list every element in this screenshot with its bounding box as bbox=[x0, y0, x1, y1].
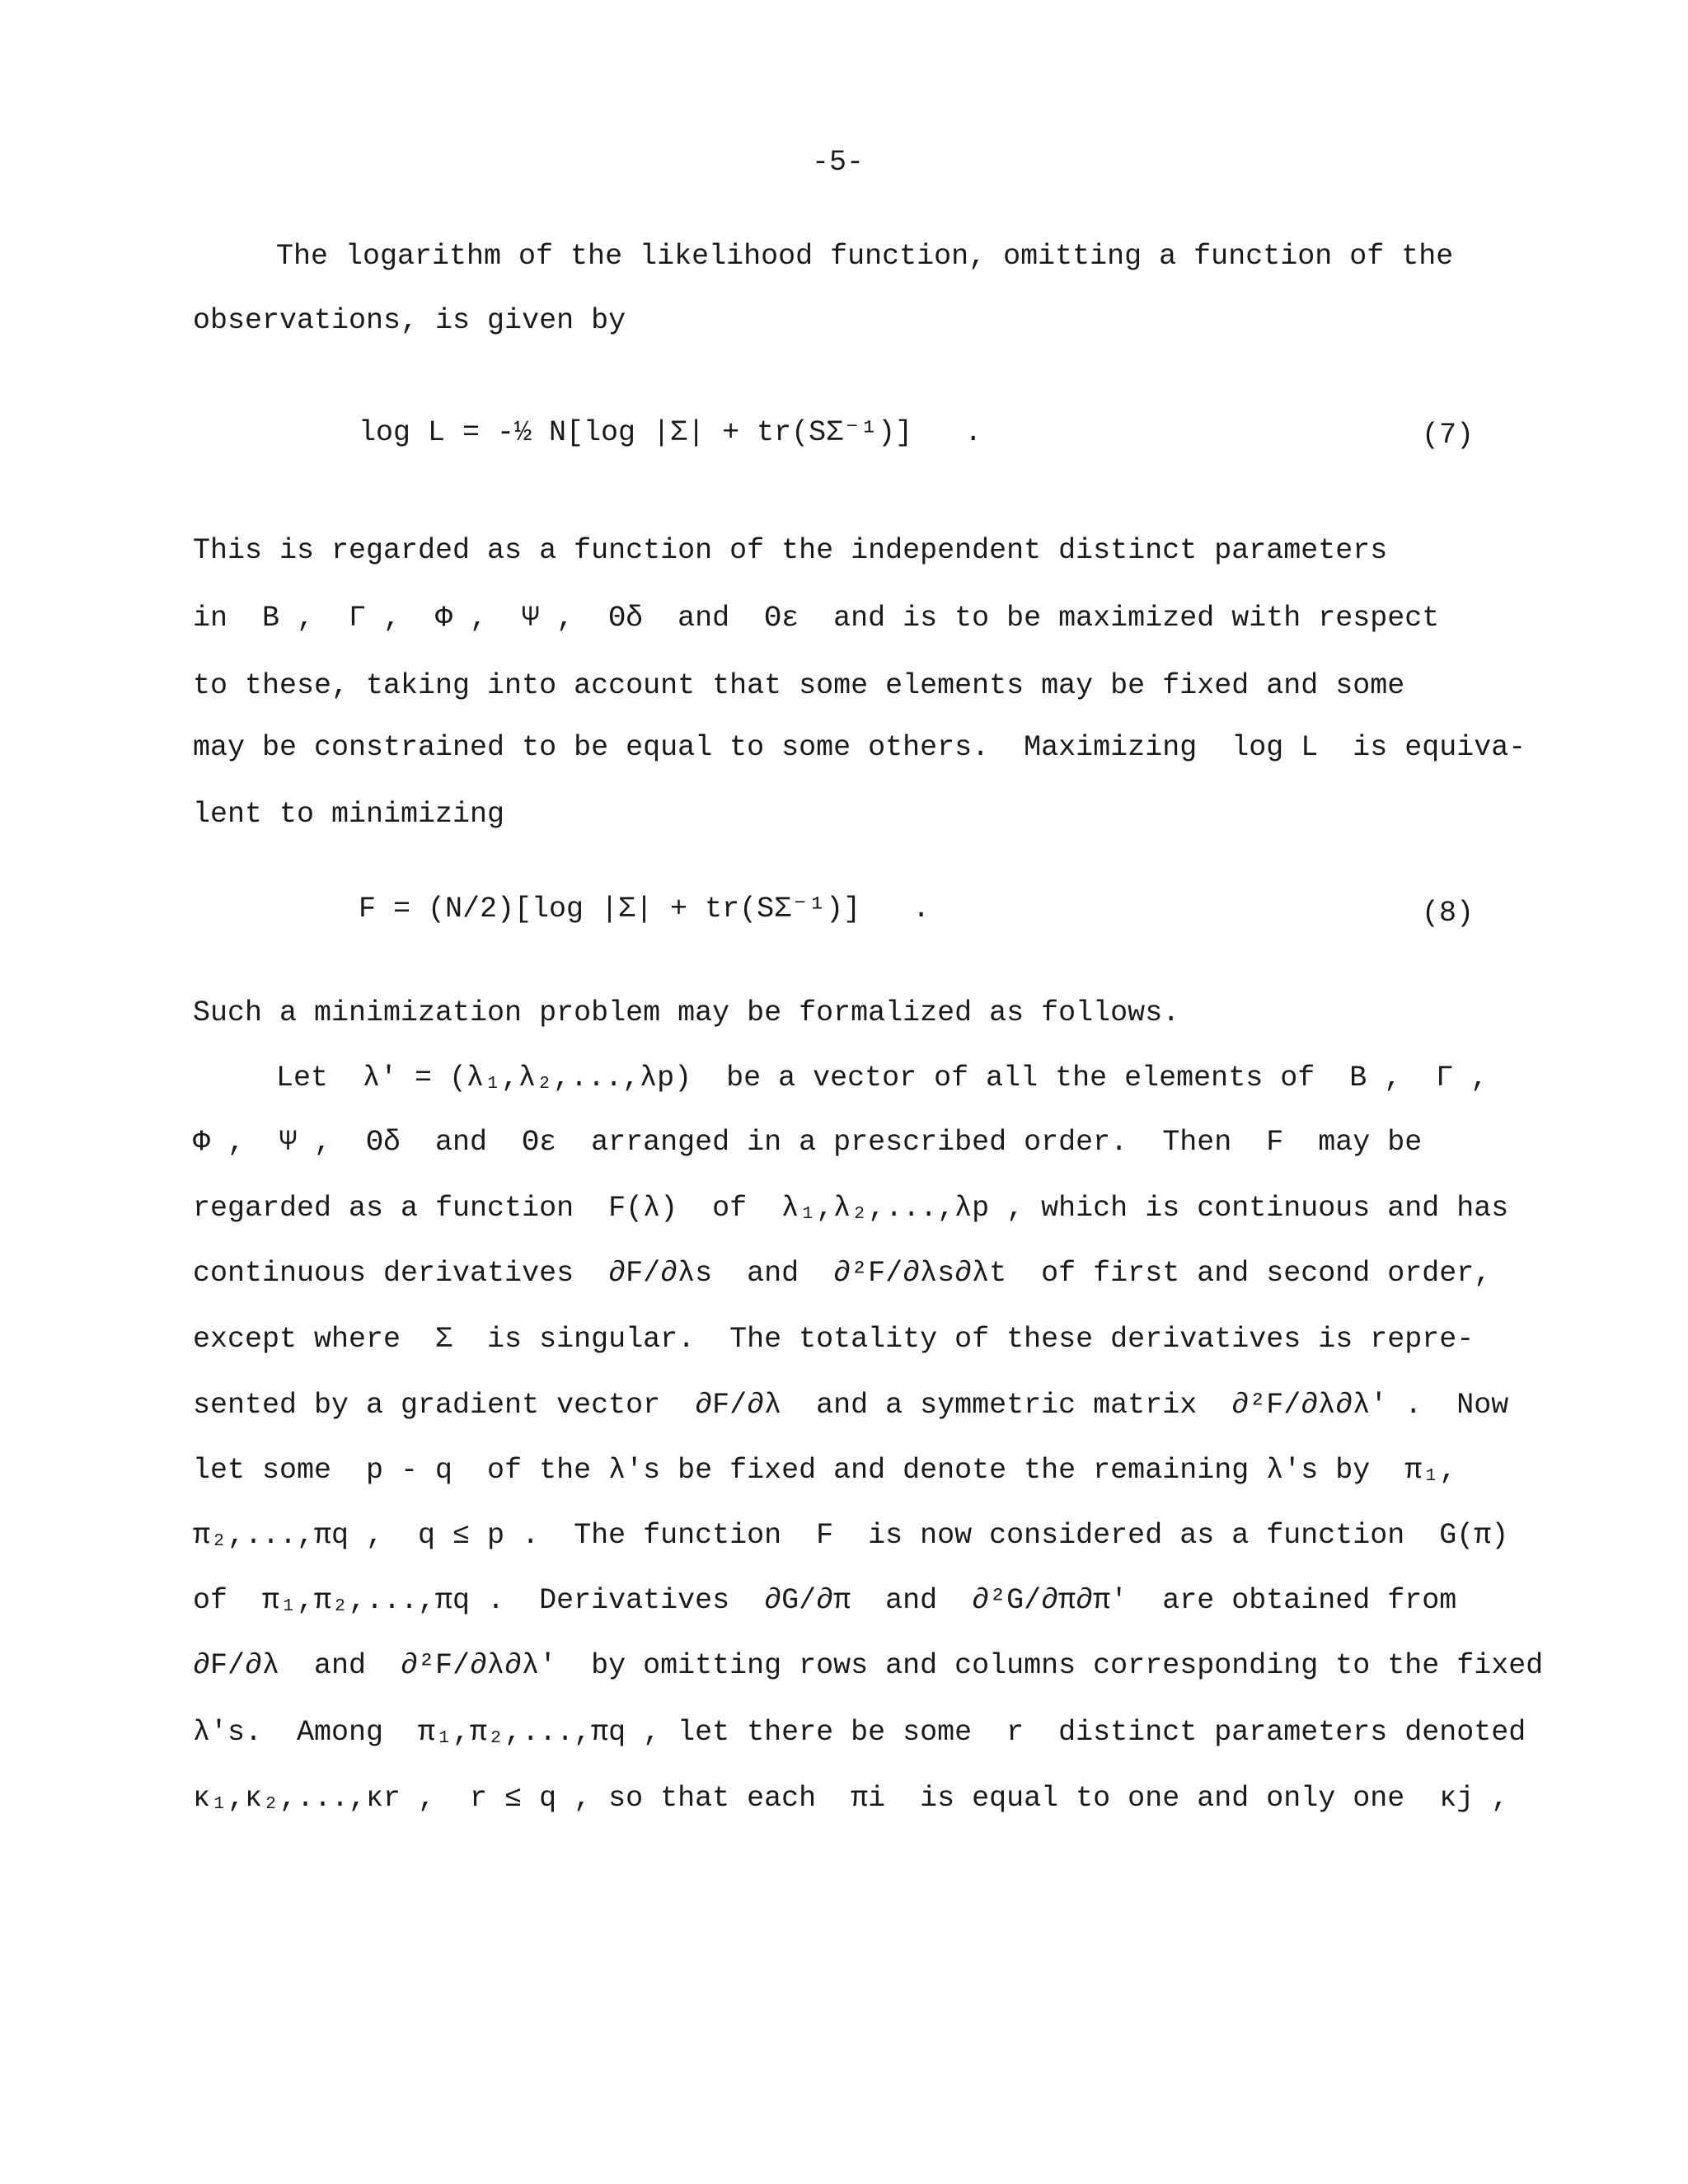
equation-7-number: (7) bbox=[1422, 419, 1475, 452]
paragraph4-line-5: except where Σ is singular. The totality of these derivatives is repre- bbox=[193, 1323, 1475, 1356]
paragraph4-line-4: continuous derivatives ∂F/∂λs and ∂²F/∂λs∂λt of first and second order, bbox=[193, 1257, 1492, 1290]
page-number: -5- bbox=[812, 146, 865, 179]
paragraph2-line-2: in B , Γ , Φ , Ψ , Θδ and Θε and is to be maximized with respect bbox=[193, 602, 1440, 635]
paragraph4-line-7: let some p - q of the λ's be fixed and denote the remaining λ's by π₁, bbox=[193, 1454, 1457, 1487]
paragraph2-line-1: This is regarded as a function of the independent distinct parameters bbox=[193, 534, 1388, 567]
paragraph1-line-2: observations, is given by bbox=[193, 304, 626, 337]
equation-8: F = (N/2)[log |Σ| + tr(SΣ⁻¹)] . bbox=[359, 893, 931, 926]
paragraph4-line-8: π₂,...,πq , q ≤ p . The function F is now considered as a function G(π) bbox=[193, 1519, 1509, 1552]
paragraph3-line-1: Such a minimization problem may be formalized as follows. bbox=[193, 996, 1180, 1029]
paragraph1-line-1: The logarithm of the likelihood function, omitting a function of the bbox=[276, 240, 1454, 273]
paragraph2-line-4: may be constrained to be equal to some others. Maximizing log L is equiva- bbox=[193, 731, 1526, 764]
paragraph4-line-3: regarded as a function F(λ) of λ₁,λ₂,...,λp , which is continuous and has bbox=[193, 1192, 1509, 1225]
paragraph2-line-3: to these, taking into account that some elements may be fixed and some bbox=[193, 669, 1405, 702]
paragraph2-line-5: lent to minimizing bbox=[193, 798, 505, 831]
paragraph4-line-10: ∂F/∂λ and ∂²F/∂λ∂λ' by omitting rows and columns corresponding to the fixed bbox=[193, 1649, 1544, 1682]
paragraph4-line-2: Φ , Ψ , Θδ and Θε arranged in a prescribed order. Then F may be bbox=[193, 1126, 1423, 1159]
paragraph4-line-12: κ₁,κ₂,...,κr , r ≤ q , so that each πi is equal to one and only one κj , bbox=[193, 1782, 1509, 1815]
paragraph4-line-11: λ's. Among π₁,π₂,...,πq , let there be some r distinct parameters denoted bbox=[193, 1716, 1526, 1749]
paragraph4-line-9: of π₁,π₂,...,πq . Derivatives ∂G/∂π and ∂²G/∂π∂π' are obtained from bbox=[193, 1584, 1457, 1617]
paragraph4-line-1: Let λ' = (λ₁,λ₂,...,λp) be a vector of all the elements of B , Γ , bbox=[276, 1062, 1489, 1094]
equation-8-number: (8) bbox=[1422, 897, 1475, 930]
equation-7: log L = -½ N[log |Σ| + tr(SΣ⁻¹)] . bbox=[359, 416, 982, 449]
paragraph4-line-6: sented by a gradient vector ∂F/∂λ and a symmetric matrix ∂²F/∂λ∂λ' . Now bbox=[193, 1389, 1509, 1422]
